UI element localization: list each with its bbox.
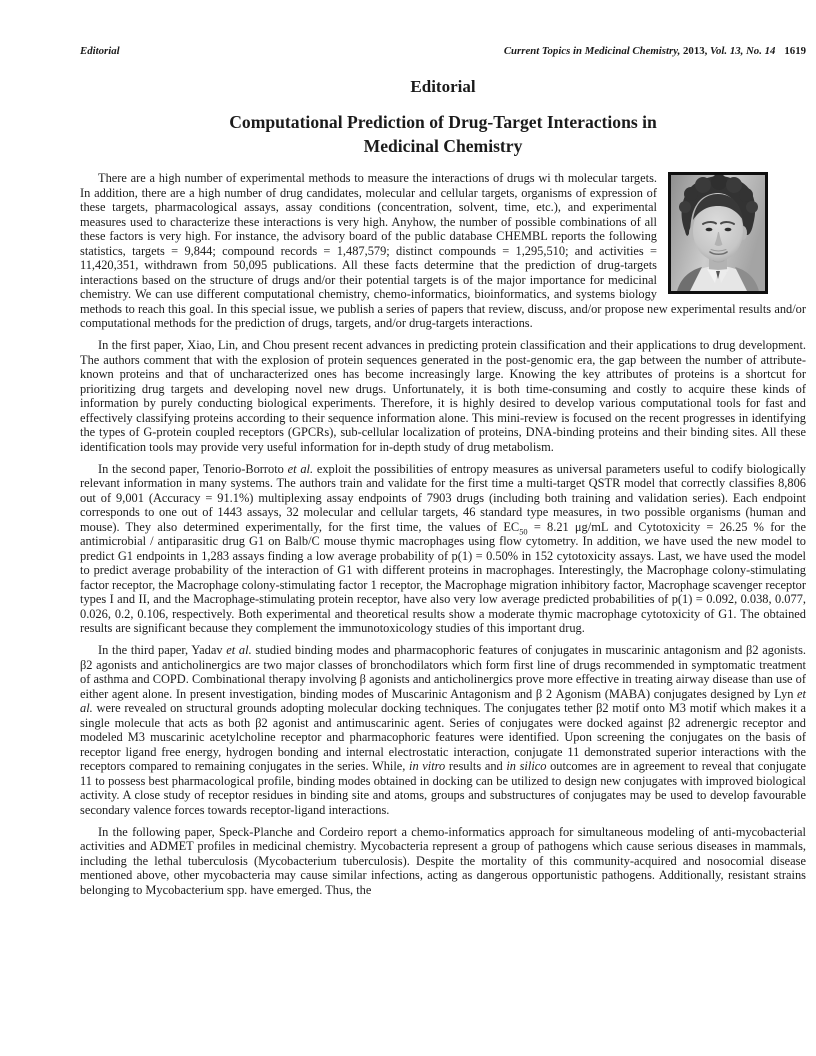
paragraph-first-paper: In the first paper, Xiao, Lin, and Chou present recent advances in predicting protein classification and their applications to drug development. The authors comment that with the explosion of protein sequences generated in the post-genomic era, the gap between the number of attribute-known proteins and that of uncharacterized ones has become increasingly large. Knowing the key attributes of proteins is a shortcut for prioritizing drug targets and developing novel new drugs. Unfortunately, it is both time-consuming and costly to acquire these kinds of information by purely conducting biological experiments. Therefore, it is highly desired to develop various computational tools for fast and effectively classifying proteins according to their sequence information alone. This mini-review is focused on the recent progresses in identifying the types of G-protein coupled receptors (GPCRs), sub-cellular localization of proteins, DNA-binding proteins and their binding sites. All these identification tools may provide very useful information for in-depth study of drug metabolism. [80, 338, 806, 454]
paragraph-intro: There are a high number of experimental methods to measure the interactions of drugs wi th molecular targets. In addition, there are a high number of drug candidates, molecular and cellular targets, organisms of expression of these targets, pharmacological assays, assay conditions (concentration, solvent, time, etc.), and experimental measures used to characterize these interactions is very high. Anyhow, the number of possible combinations of all these factors is very high. For instance, the advisory board of the public database CHEMBL reports the following statistics, targets = 9,844; compound records = 1,487,579; distinct compounds = 1,295,510; and activities = 11,420,351, withdrawn from 50,095 publications. All these facts determine that the prediction of drug-targets interactions based on the structure of drugs and/or their potential targets is of the major importance for medicinal chemistry. We can use different computational chemistry, chemo-informatics, bioinformatics, and systems biology methods to reach this goal. In this special issue, we publish a series of papers that review, discuss, and/or propose new experimental results and/or computational methods for the prediction of drugs, targets, and/or drug-targets interactions. [80, 171, 806, 330]
running-header-citation [504, 45, 806, 57]
journal-year: 2013, [683, 45, 711, 57]
journal-volume-issue: Vol. 13, No. 14 [710, 45, 776, 57]
page-number: 1619 [784, 45, 806, 57]
article-title-line1: Computational Prediction of Drug-Target Interactions in [229, 112, 657, 132]
paragraph-second-paper: In the second paper, Tenorio-Borroto et al. exploit the possibilities of entropy measures as universal parameters useful to codify biologically relevant information in many systems. The authors train and validate for the first time a multi-target QSTR model that correctly classifies 8,806 out of 9,001 (Accuracy = 91.1%) multiplexing assay endpoints of 7903 drugs (including both training and validation series). Each endpoint corresponds to one out of 1443 assays, 32 molecular and cellular targets, 46 standard type measures, in two possible organisms (human and mouse). They also determined experimentally, for the first time, the values of $EC_{50} = 8.21$ μg/mL and Cytotoxicity = 26.25 % for the antimicrobial / antiparasitic drug G1 on Balb/C mouse thymic macrophages using flow cytometry. In addition, we have used the new model to predict G1 endpoints in 1,283 assays finding a low average probability of p(1) = 0.50% in 152 cytotoxicity assays. Last, we have used the model to predict average probability of the interaction of G1 with different proteins in macrophages. Interestingly, the Macrophage colony-stimulating factor receptor, the Macrophage colony-stimulating factor 1 receptor, the Macrophage migration inhibitory factor, Macrophage scavenger receptor types I and II, and the Macrophage-stimulating protein receptor, have also very low average predicted probabilities of p(1) = 0.092, 0.038, 0.077, 0.026, 0.2, 0.106, respectively. Both experimental and theoretical results show a moderate thymic macrophage cytotoxicity of G1. The obtained results are significant because they complement the immunotoxicology studies of this important drug. [80, 461, 807, 635]
section-heading: Editorial [410, 77, 476, 96]
running-header-section-label: Editorial [80, 45, 120, 57]
running-header [80, 45, 806, 57]
author-portrait-image [671, 175, 765, 291]
journal-name: Current Topics in Medicinal Chemistry, [503, 45, 684, 57]
paragraph-fourth-paper: In the following paper, Speck-Planche and Cordeiro report a chemo-informatics approach for simultaneous modeling of anti-mycobacterial activities and ADMET profiles in medicinal chemistry. Mycobacteria represent a group of pathogens which cause serious diseases in mammals, including the lethal tuberculosis (Mycobacterium tuberculosis). Despite the mortality of this community-acquired and nosocomial disease mentioned above, other mycobacteria may cause similar infections, acting as dangerous opportunistic pathogens. Additionally, resistant strains belonging to Mycobacterium spp. have emerged. Thus, the [80, 824, 806, 897]
author-photo [668, 172, 768, 294]
article-title [80, 111, 806, 158]
article-title-line2: Medicinal Chemistry [363, 135, 523, 156]
paragraph-third-paper: In the third paper, Yadav et al. studied binding modes and pharmacophoric features of conjugates in muscarinic antagonism and β2 agonists. β2 agonists and anticholinergics are two major classes of bronchodilators which form first line of drugs recommended in symptomatic treatment of asthma and COPD. Combinational therapy involving β agonists and anticholinergics prove more effective in treating airway disease than use of either agent alone. In present investigation, binding modes of Muscarinic Antagonism and β 2 Agonism (MABA) conjugates designed by Lyn et al. were revealed on structural grounds adopting molecular docking techniques. The conjugates tether β2 motif onto M3 motif which makes it a single molecule that acts as both β2 agonist and antimuscarinic agent. Series of conjugates were docked against β2 adrenergic receptor and modeled M3 muscarinic acetylcholine receptor and pharmacophoric features were identified. Upon screening the conjugates on the basis of receptor ligand free energy, hydrogen bonding and internal electrostatic interaction, conjugate 11 demonstrated superior interactions with the receptors compared to remaining conjugates in the series. While, in vitro results and in silico outcomes are in agreement to reveal that conjugate 11 to possess best pharmacological profile, binding modes obtained in docking can be utilized to design new conjugates with improved biological activity. A close study of receptor residues in binding site and atoms, groups and substructures of conjugates may be used to develop favourable secondary valence forces towards receptor-ligand interactions. [80, 643, 806, 817]
article-body [80, 171, 806, 897]
